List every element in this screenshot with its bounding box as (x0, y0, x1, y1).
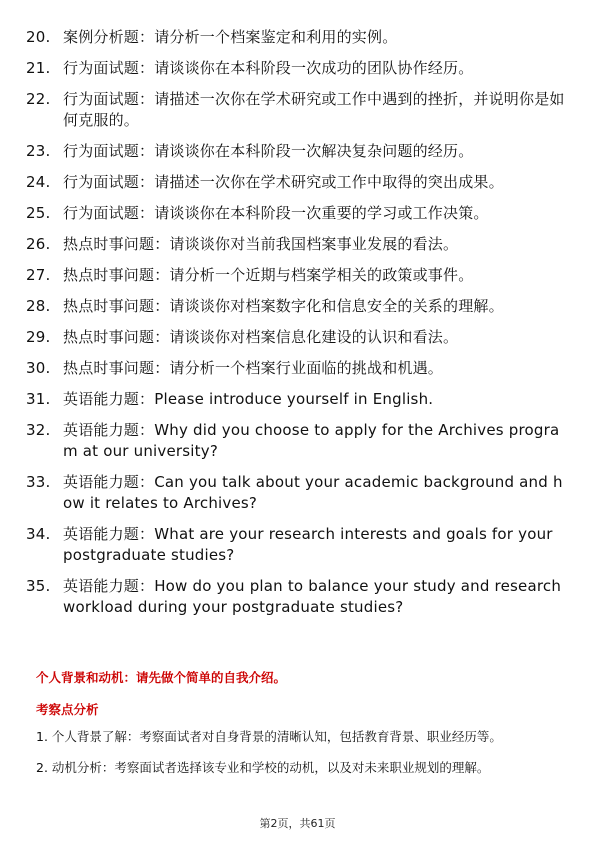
question-number: 22. (26, 90, 51, 108)
question-item (26, 296, 566, 317)
question-number: 29. (26, 328, 51, 346)
analysis-heading: 考察点分析 (36, 702, 99, 717)
section-heading: 个人背景和动机：请先做个简单的自我介绍。 (36, 670, 287, 685)
question-text: 热点时事问题：请谈谈你对当前我国档案事业发展的看法。 (63, 235, 459, 253)
question-number: 30. (26, 359, 51, 377)
question-number: 24. (26, 173, 51, 191)
question-text: 英语能力题：Please introduce yourself in English. (63, 390, 434, 408)
question-item (26, 265, 566, 286)
question-number: 27. (26, 266, 51, 284)
question-number: 26. (26, 235, 51, 253)
question-item (26, 141, 566, 162)
question-list (26, 27, 566, 628)
question-number: 32. (26, 421, 51, 439)
question-item (26, 234, 566, 255)
question-item (26, 389, 566, 410)
question-number: 31. (26, 390, 51, 408)
question-item (26, 576, 566, 618)
question-text: 英语能力题：How do you plan to balance your study and research workload during your postgraduate studies? (63, 577, 562, 616)
question-text: 英语能力题：Can you talk about your academic background and how it relates to Archives? (63, 473, 563, 512)
question-item (26, 524, 566, 566)
question-text: 行为面试题：请谈谈你在本科阶段一次解决复杂问题的经历。 (63, 142, 474, 160)
analysis-list (36, 724, 556, 786)
question-number: 25. (26, 204, 51, 222)
question-number: 33. (26, 473, 51, 491)
question-text: 英语能力题：What are your research interests and goals for your postgraduate studies? (63, 525, 553, 564)
analysis-item: 1. 个人背景了解：考察面试者对自身背景的清晰认知，包括教育背景、职业经历等。 (36, 729, 502, 744)
question-number: 20. (26, 28, 51, 46)
question-text: 热点时事问题：请谈谈你对档案数字化和信息安全的关系的理解。 (63, 297, 504, 315)
question-item (26, 472, 566, 514)
question-text: 热点时事问题：请分析一个档案行业面临的挑战和机遇。 (63, 359, 444, 377)
analysis-item: 2. 动机分析：考察面试者选择该专业和学校的动机，以及对未来职业规划的理解。 (36, 760, 490, 775)
question-item (26, 58, 566, 79)
question-text: 行为面试题：请谈谈你在本科阶段一次成功的团队协作经历。 (63, 59, 474, 77)
question-text: 行为面试题：请描述一次你在学术研究或工作中取得的突出成果。 (63, 173, 504, 191)
question-item (26, 27, 566, 48)
question-item (26, 358, 566, 379)
question-number: 35. (26, 577, 51, 595)
question-number: 23. (26, 142, 51, 160)
question-number: 21. (26, 59, 51, 77)
question-item (26, 327, 566, 348)
page-footer: 第2页，共61页 (259, 817, 336, 830)
question-number: 28. (26, 297, 51, 315)
question-item (26, 203, 566, 224)
question-text: 热点时事问题：请分析一个近期与档案学相关的政策或事件。 (63, 266, 474, 284)
question-number: 34. (26, 525, 51, 543)
question-text: 热点时事问题：请谈谈你对档案信息化建设的认识和看法。 (63, 328, 459, 346)
question-item (26, 89, 566, 131)
question-text: 英语能力题：Why did you choose to apply for the Archives program at our university? (63, 421, 560, 460)
question-item (26, 420, 566, 462)
question-item (26, 172, 566, 193)
question-text: 行为面试题：请描述一次你在学术研究或工作中遇到的挫折，并说明你是如何克服的。 (63, 90, 565, 129)
question-text: 行为面试题：请谈谈你在本科阶段一次重要的学习或工作决策。 (63, 204, 489, 222)
question-text: 案例分析题：请分析一个档案鉴定和利用的实例。 (63, 28, 398, 46)
